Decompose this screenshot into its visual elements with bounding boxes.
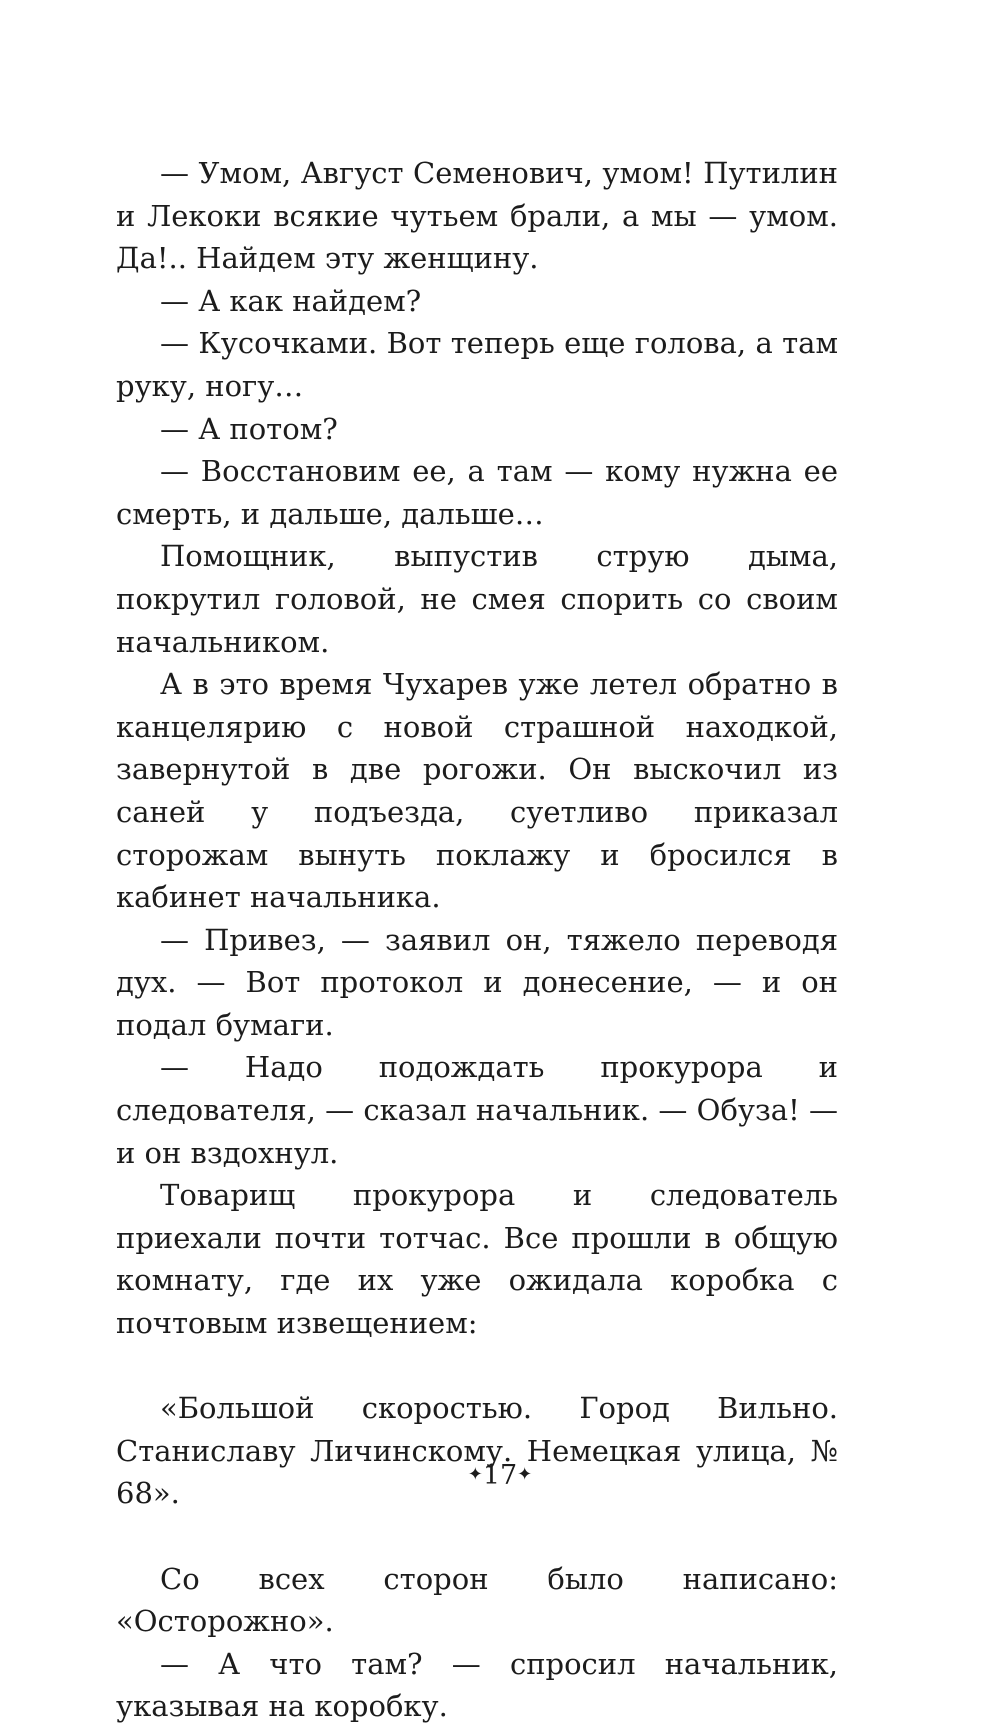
paragraph: — А как найдем?	[160, 283, 422, 318]
paragraph: — А что там? — спросил начальник, указывая на коробку.	[116, 1646, 838, 1724]
paragraph: — А потом?	[160, 411, 338, 446]
star-ornament-icon: ✦	[517, 1464, 533, 1485]
paragraph: Со всех сторон было написано: «Осторожно».	[116, 1561, 838, 1639]
page-number: 17	[482, 1460, 518, 1491]
page-number-footer	[0, 1458, 1000, 1493]
paragraph: — Привез, — заявил он, тяжело переводя дух. — Вот протокол и донесение, — и он подал бумаги.	[116, 922, 838, 1042]
quote-text: «Большой скоростью. Город Вильно. Станиславу Личинскому. Немецкая улица, № 68».	[116, 1391, 838, 1511]
paragraph: Помощник, выпустив струю дыма, покрутил головой, не смея спорить со своим начальником.	[116, 539, 838, 659]
paragraph: — Надо подождать прокурора и следователя, — сказал начальник. — Обуза! — и он вздохнул.	[116, 1050, 838, 1170]
paragraph: Товарищ прокурора и следователь приехали почти тотчас. Все прошли в общую комнату, где их уже ожидала коробка с почтовым извещением:	[116, 1178, 838, 1341]
star-ornament-icon: ✦	[467, 1464, 483, 1485]
paragraph: — Восстановим ее, а там — кому нужна ее смерть, и дальше, дальше…	[116, 454, 838, 531]
paragraph: А в это время Чухарев уже летел обратно в канцелярию с новой страшной находкой, завернутой в две рогожи. Он выскочил из саней у подъезда, суетливо приказал сторожам вынуть поклажу и бросился в кабинет начальника.	[116, 667, 838, 915]
paragraph: — Умом, Август Семенович, умом! Путилин и Лекоки всякие чутьем брали, а мы — умом. Да!.. Найдем эту женщину.	[116, 156, 838, 276]
parcel-label-quote	[116, 1387, 838, 1515]
paragraph: — Кусочками. Вот теперь еще голова, а там руку, ногу…	[116, 326, 838, 403]
